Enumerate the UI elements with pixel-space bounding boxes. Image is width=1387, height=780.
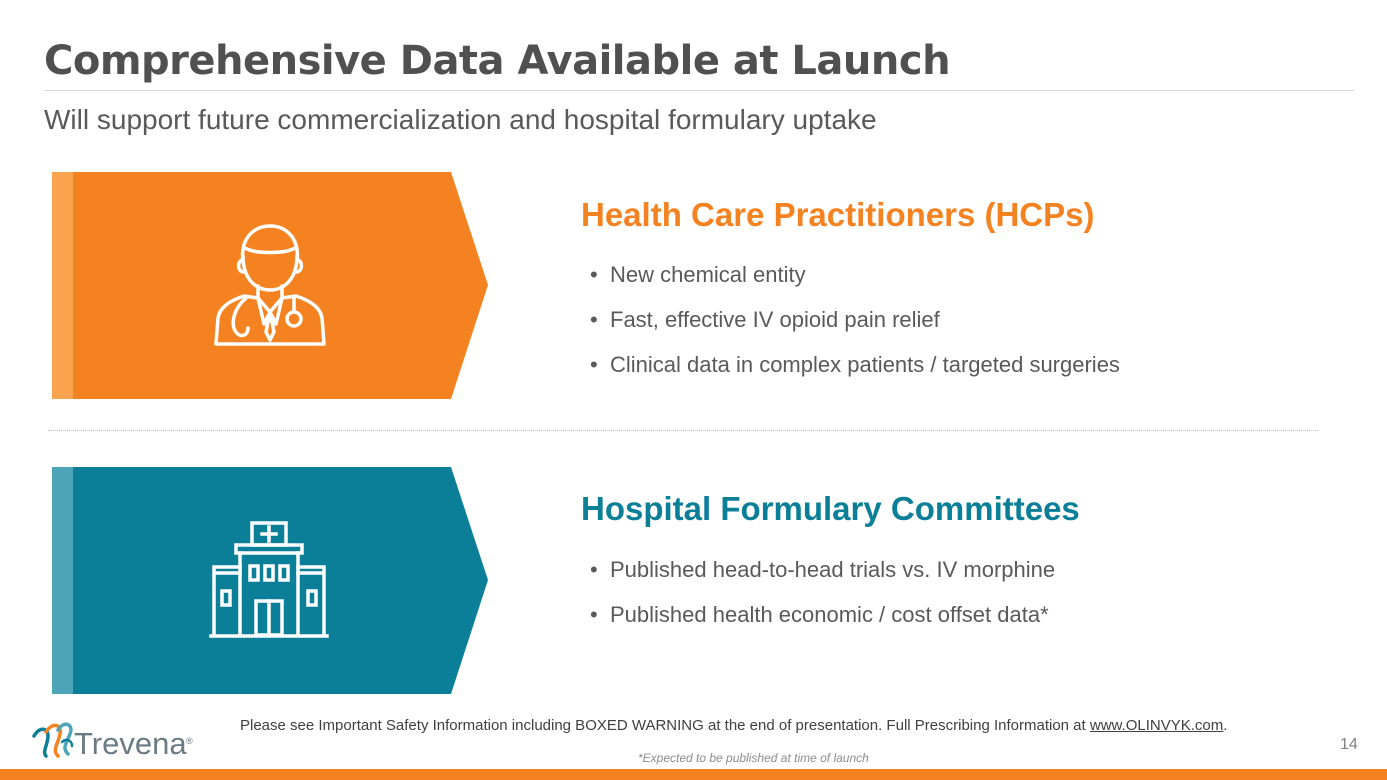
list-item — [590, 262, 1120, 307]
bullet-text: Published head-to-head trials vs. IV morphine — [610, 557, 1056, 582]
list-item — [590, 352, 1120, 397]
bullet-marker: • — [590, 557, 598, 582]
bullet-marker: • — [590, 602, 598, 627]
hospital-icon — [208, 519, 332, 641]
list-item — [590, 557, 1055, 602]
safety-disclaimer — [240, 717, 1227, 734]
list-item — [590, 307, 1120, 352]
trevena-logo-text: Trevena — [74, 726, 187, 761]
doctor-icon — [210, 220, 330, 350]
bullet-marker: • — [590, 307, 598, 332]
bullet-text: Clinical data in complex patients / targeted surgeries — [610, 352, 1120, 377]
bullet-marker: • — [590, 262, 598, 287]
olinvyk-link[interactable]: www.OLINVYK.com — [1089, 717, 1224, 734]
page-number: 14 — [1340, 736, 1358, 753]
hcp-panel — [52, 172, 492, 399]
title-divider — [44, 90, 1354, 91]
hcp-section-title: Health Care Practitioners (HCPs) — [581, 196, 1095, 233]
registered-mark: ® — [186, 736, 193, 746]
slide-subtitle: Will support future commercialization and hospital formulary uptake — [44, 104, 877, 135]
section-divider — [48, 430, 1318, 431]
bullet-text: Published health economic / cost offset data* — [610, 602, 1049, 627]
hcp-bullet-list — [590, 262, 1120, 397]
hospital-section-title: Hospital Formulary Committees — [581, 490, 1080, 527]
hospital-bullet-list — [590, 557, 1055, 647]
hospital-panel — [52, 467, 492, 694]
list-item — [590, 602, 1055, 647]
bullet-text: Fast, effective IV opioid pain relief — [610, 307, 940, 332]
disclaimer-period: . — [1223, 717, 1228, 734]
bullet-marker: • — [590, 352, 598, 377]
bottom-accent-bar — [0, 769, 1387, 780]
slide-title: Comprehensive Data Available at Launch — [44, 38, 951, 84]
disclaimer-text: Please see Important Safety Information including BOXED WARNING at the end of presentation. Full Prescribing Information at — [240, 717, 1090, 734]
footnote: *Expected to be published at time of launch — [638, 751, 869, 765]
bullet-text: New chemical entity — [610, 262, 806, 287]
